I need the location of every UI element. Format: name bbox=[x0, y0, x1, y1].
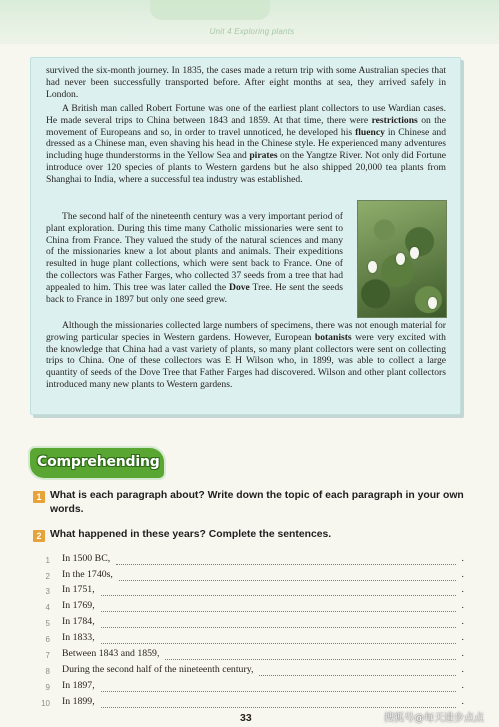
answer-line-prompt: In the 1740s, bbox=[62, 569, 113, 580]
answer-line-number: 9 bbox=[45, 683, 50, 692]
watermark: 搜狐号@每天进步点点 bbox=[384, 713, 484, 724]
answer-line-prompt: Between 1843 and 1859, bbox=[62, 648, 160, 659]
reading-passage-box bbox=[30, 57, 461, 415]
paragraph-3-text bbox=[46, 211, 343, 305]
dove-flower-image bbox=[396, 253, 405, 265]
question-2-number: 2 bbox=[33, 530, 45, 542]
answer-line-number: 5 bbox=[45, 619, 50, 628]
text-run: on the movement of Europeans and so, in order to travel unnoticed, he developed his bbox=[46, 114, 446, 138]
page-number: 33 bbox=[240, 712, 252, 724]
text-run: The second half of the nineteenth century was a very important period of plant exploration. During this time many Catholic missionaries were sent to China from France. They valued the study of the natural sciences and many of the missionaries knew a lot about plants and animals. Their expeditions resulted in huge plant collections, which were sent back to France. One of the collectors was Father Farges, who collected 37 seeds from a tree that had appealed to him. This tree was later called the bbox=[46, 211, 343, 293]
answer-line-period: . bbox=[461, 664, 464, 675]
answer-line-period: . bbox=[461, 553, 464, 564]
glossary-word: pirates bbox=[249, 150, 278, 162]
answer-blank[interactable] bbox=[101, 627, 456, 628]
question-1-number: 1 bbox=[33, 491, 45, 503]
answer-line-period: . bbox=[461, 696, 464, 707]
answer-blank[interactable] bbox=[101, 595, 456, 596]
paragraph-1 bbox=[46, 65, 446, 100]
answer-blank[interactable] bbox=[119, 580, 456, 581]
answer-blank[interactable] bbox=[116, 564, 456, 565]
answer-blank[interactable] bbox=[101, 707, 456, 708]
dove-flower-image bbox=[428, 297, 437, 309]
answer-line-period: . bbox=[461, 584, 464, 595]
text-run: Although the missionaries collected large numbers of specimens, there was not enough material for growing particular species in Western gardens. However, European bbox=[46, 320, 446, 343]
answer-blank[interactable] bbox=[101, 611, 456, 612]
answer-blank[interactable] bbox=[165, 659, 456, 660]
paragraph-1-text: survived the six-month journey. In 1835, the cases made a return trip with some Australian species that had never been successfully transported before. After eight months at sea, they arrived safely in London. bbox=[46, 65, 446, 100]
answer-line[interactable] bbox=[34, 648, 464, 663]
answer-line-prompt: In 1500 BC, bbox=[62, 553, 111, 564]
answer-line-period: . bbox=[461, 632, 464, 643]
answer-line[interactable] bbox=[34, 616, 464, 631]
answer-blank[interactable] bbox=[101, 691, 456, 692]
answer-line-period: . bbox=[461, 648, 464, 659]
answer-line[interactable] bbox=[34, 680, 464, 695]
answer-line-number: 3 bbox=[45, 587, 50, 596]
answer-line[interactable] bbox=[34, 632, 464, 647]
dove-flower-image bbox=[368, 261, 377, 273]
dove-tree-photo bbox=[357, 200, 447, 318]
answer-line-number: 1 bbox=[45, 556, 50, 565]
unit-title-ghost bbox=[150, 0, 270, 20]
text-run: A British man called Robert Fortune was one of the earliest plant collectors to use Wardian cases. He made several trips to China between 1843 and 1859. At that time, there were bbox=[46, 103, 446, 126]
answer-line-period: . bbox=[461, 569, 464, 580]
paragraph-2-text bbox=[46, 103, 446, 186]
paragraph-3 bbox=[46, 211, 343, 305]
unit-subtitle: Unit 4 Exploring plants bbox=[209, 27, 295, 36]
answer-line-prompt: In 1751, bbox=[62, 584, 95, 595]
text-run: in Chinese and dressed as a Chinese man, even shaving his head in the Chinese style. He experienced many adventures including huge thunderstorms in the Yellow Sea and bbox=[46, 126, 447, 162]
glossary-word: fluency bbox=[355, 126, 385, 138]
answer-line-number: 8 bbox=[45, 667, 50, 676]
answer-line-prompt: In 1769, bbox=[62, 600, 95, 611]
answer-line-number: 6 bbox=[45, 635, 50, 644]
answer-blank[interactable] bbox=[259, 675, 456, 676]
answer-line-number: 7 bbox=[45, 651, 50, 660]
dove-flower-image bbox=[410, 247, 419, 259]
answer-line-prompt: In 1784, bbox=[62, 616, 95, 627]
comprehending-banner bbox=[30, 448, 164, 478]
answer-line[interactable] bbox=[34, 584, 464, 599]
paragraph-4 bbox=[46, 320, 446, 391]
answer-line[interactable] bbox=[34, 664, 464, 679]
answer-line-prompt: During the second half of the nineteenth century, bbox=[62, 664, 254, 675]
answer-line-period: . bbox=[461, 616, 464, 627]
answer-line-period: . bbox=[461, 680, 464, 691]
text-run: Tree. He sent the seeds back to France in 1897 but only one seed grew. bbox=[46, 281, 344, 305]
text-run: on the Yangtze River. Not only did Fortune introduce over 120 species of plants to Western gardens but he also shipped 20,000 tea plants from Shanghai to India, where a successful tea industry was established. bbox=[46, 150, 446, 185]
question-2-text: What happened in these years? Complete the sentences. bbox=[50, 529, 332, 540]
question-1-text: What is each paragraph about? Write down the topic of each paragraph in your own words. bbox=[50, 490, 464, 515]
paragraph-4-text bbox=[46, 320, 446, 391]
answer-line[interactable] bbox=[34, 553, 464, 568]
answer-blank[interactable] bbox=[101, 643, 456, 644]
comprehending-heading: Comprehending bbox=[37, 454, 160, 470]
glossary-word: restrictions bbox=[371, 114, 418, 126]
answer-line[interactable] bbox=[34, 569, 464, 584]
answer-line[interactable] bbox=[34, 600, 464, 615]
text-run: were very excited with the knowledge that China had a vast variety of plants, so many plant collectors were sent on collecting trips to China. One of these collectors was E H Wilson who, in 1899, was able to collect a large quantity of seeds of the Dove Tree that Father Farges had discovered. Wilson and other plant collectors introduced many new plants to Western gardens. bbox=[46, 331, 446, 390]
glossary-word: botanists bbox=[314, 331, 352, 343]
glossary-word: Dove bbox=[229, 281, 250, 293]
answer-line-number: 2 bbox=[45, 572, 50, 581]
answer-line-period: . bbox=[461, 600, 464, 611]
answer-line-prompt: In 1833, bbox=[62, 632, 95, 643]
answer-line-number: 10 bbox=[41, 699, 50, 708]
header-band bbox=[0, 0, 499, 44]
answer-line-prompt: In 1897, bbox=[62, 680, 95, 691]
answer-line-number: 4 bbox=[45, 603, 50, 612]
answer-line-prompt: In 1899, bbox=[62, 696, 95, 707]
paragraph-2 bbox=[46, 103, 446, 186]
